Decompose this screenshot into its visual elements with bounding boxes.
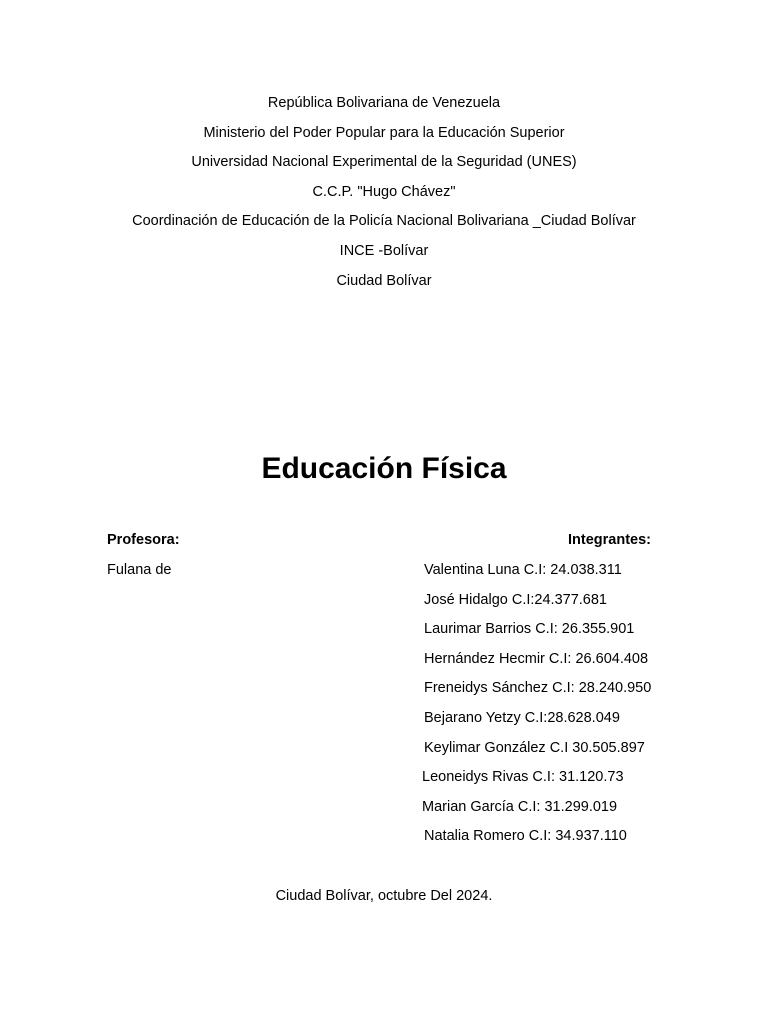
header-line-coordination: Coordinación de Educación de la Policía Nacional Bolivariana _Ciudad Bolívar bbox=[132, 213, 636, 230]
document-title: Educación Física bbox=[261, 452, 507, 485]
member-item: Keylimar González C.I 30.505.897 bbox=[424, 739, 645, 756]
place-date: Ciudad Bolívar, octubre Del 2024. bbox=[275, 888, 493, 904]
header-line-ministry: Ministerio del Poder Popular para la Educación Superior bbox=[203, 124, 565, 141]
member-item: Leoneidys Rivas C.I: 31.120.73 bbox=[422, 769, 624, 786]
member-item: Marian García C.I: 31.299.019 bbox=[422, 798, 618, 815]
header-line-university: Universidad Nacional Experimental de la Seguridad (UNES) bbox=[191, 154, 577, 171]
institution-header bbox=[0, 89, 768, 296]
member-item: Natalia Romero C.I: 34.937.110 bbox=[424, 828, 627, 845]
header-line-ccp: C.C.P. "Hugo Chávez" bbox=[312, 183, 456, 200]
header-line-city: Ciudad Bolívar bbox=[336, 272, 432, 289]
member-item: Bejarano Yetzy C.I:28.628.049 bbox=[424, 709, 620, 726]
member-item: José Hidalgo C.I:24.377.681 bbox=[424, 591, 607, 608]
member-item: Hernández Hecmir C.I: 26.604.408 bbox=[424, 650, 649, 667]
professor-label: Profesora: bbox=[107, 532, 180, 548]
members-label: Integrantes: bbox=[568, 532, 651, 548]
members-list bbox=[424, 560, 724, 856]
header-line-ince: INCE -Bolívar bbox=[339, 242, 429, 259]
header-line-republic: República Bolivariana de Venezuela bbox=[267, 95, 501, 111]
member-item: Laurimar Barrios C.I: 26.355.901 bbox=[424, 621, 635, 638]
professor-name: Fulana de bbox=[107, 562, 172, 578]
member-item: Freneidys Sánchez C.I: 28.240.950 bbox=[424, 680, 652, 697]
member-item: Valentina Luna C.I: 24.038.311 bbox=[424, 562, 622, 578]
